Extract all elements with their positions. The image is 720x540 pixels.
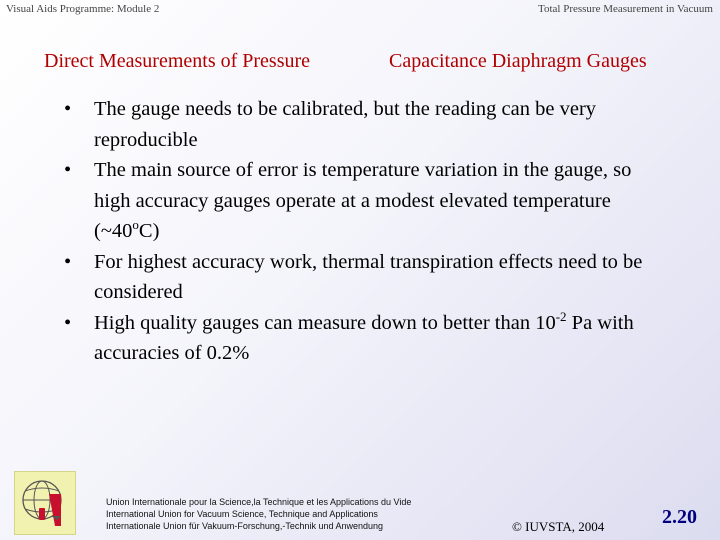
section-title: Direct Measurements of Pressure [44, 50, 311, 72]
bullet-dot-icon: • [64, 311, 72, 334]
footer-line-french: Union Internationale pour la Science,la Technique et les Applications du Vide [106, 497, 412, 507]
iuvsta-logo [14, 471, 76, 535]
degree-superscript: o [132, 217, 139, 233]
bullet-item [60, 308, 660, 369]
footer-line-german: Internationale Union für Vakuum-Forschung,-Technik und Anwendung [106, 521, 384, 531]
bullet-dot-icon: • [64, 98, 72, 120]
slide-title: Capacitance Diaphragm Gauges [389, 50, 647, 72]
header-topic-label: Total Pressure Measurement in Vacuum [538, 3, 713, 15]
exponent-superscript: -2 [555, 308, 567, 324]
bullet-item [60, 94, 660, 155]
globe-logo-icon [15, 472, 75, 534]
bullet-text: The main source of error is temperature variation in the gauge, so high accuracy gauges operate at a modest elevated temperature (~40 [94, 159, 632, 242]
bullet-text: The gauge needs to be calibrated, but the reading can be very reproducible [94, 98, 597, 151]
bullet-text: High quality gauges can measure down to better than 10 [94, 311, 556, 334]
bullet-text: For highest accuracy work, thermal transpiration effects need to be considered [94, 250, 643, 303]
footer-line-english: International Union for Vacuum Science, Technique and Applications [106, 509, 378, 519]
footer-organization-names [106, 496, 411, 532]
bullet-list [60, 94, 660, 369]
bullet-item [60, 247, 660, 308]
bullet-item [60, 155, 660, 247]
page-number: 2.20 [662, 506, 697, 528]
copyright-notice: © IUVSTA, 2004 [512, 519, 605, 534]
bullet-text-tail: Pa with accuracies of 0.2% [94, 311, 634, 364]
bullet-dot-icon: • [64, 250, 72, 273]
bullet-text-tail: C) [138, 220, 160, 242]
bullet-dot-icon: • [64, 159, 72, 181]
header-module-label: Visual Aids Programme: Module 2 [6, 3, 160, 15]
